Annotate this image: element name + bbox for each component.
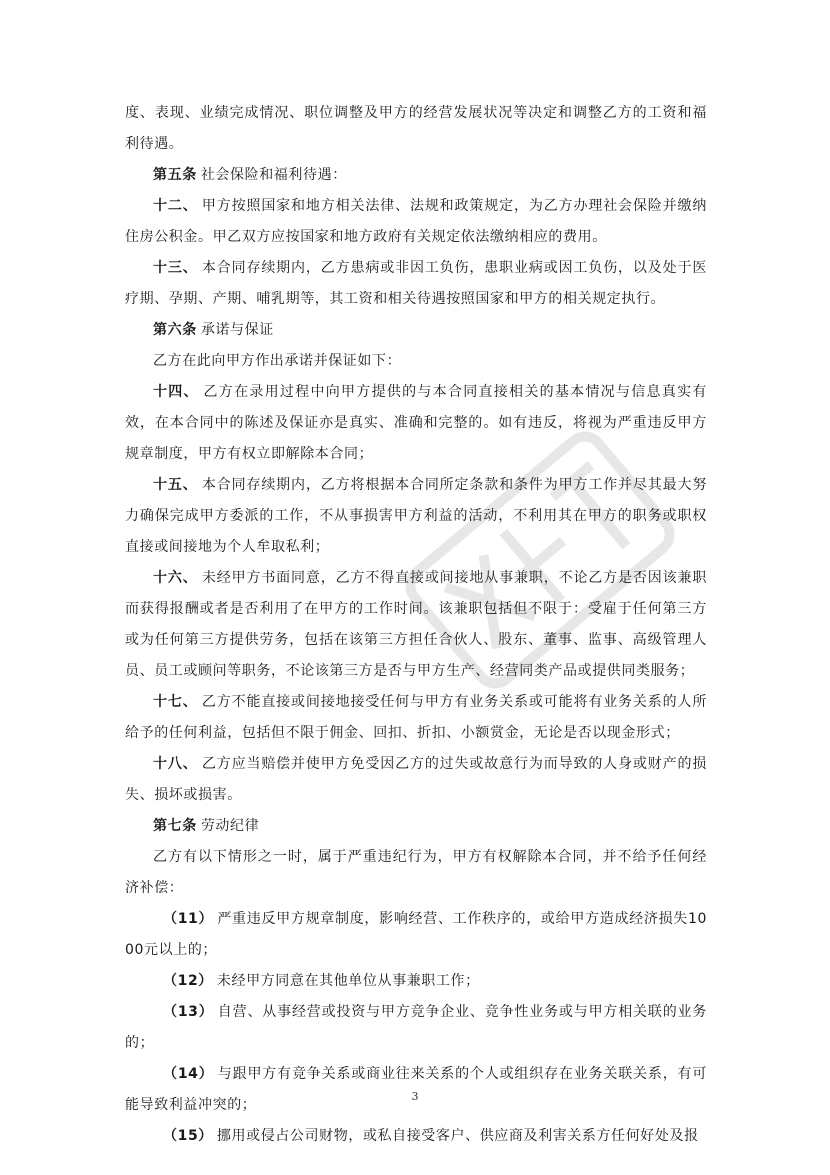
article-title: 劳动纪律 [200,818,260,834]
clause-text: 乙方在录用过程中向甲方提供的与本合同直接相关的基本情况与信息真实有效，在本合同中的陈述及保证亦是真实、准确和完整的。如有违反，将视为严重违反甲方规章制度，甲方有权立即解除本合同； [125,384,707,462]
paragraph-text: 乙方在此向甲方作出承诺并保证如下： [153,353,402,369]
clause-text: 乙方不能直接或间接地接受任何与甲方有业务关系或可能将有业务关系的人所给予的任何利益，包括但不限于佣金、回扣、折扣、小额赏金，无论是否以现金形式； [125,694,707,741]
item-text: 挪用或侵占公司财物，或私自接受客户、供应商及利害关系方任何好处及报 [216,1128,699,1144]
clause-number: 十八、 [153,756,198,772]
clause-number: 十七、 [153,694,198,710]
item-number: （12） [163,973,213,989]
clause-number: 十二、 [153,198,198,214]
item-text: 严重违反甲方规章制度，影响经营、工作秩序的，或给甲方造成经济损失1000元以上的； [125,911,707,958]
clause-number: 十六、 [153,570,198,586]
item-number: （13） [163,1004,214,1020]
item-number: （11） [163,911,214,927]
clause-text: 本合同存续期内，乙方患病或非因工负伤，患职业病或因工负伤，以及处于医疗期、孕期、产期、哺乳期等，其工资和相关待遇按照国家和甲方的相关规定执行。 [125,260,707,307]
clause-12 [125,191,707,253]
clause-number: 十四、 [153,384,199,400]
clause-text: 乙方应当赔偿并使甲方免受因乙方的过失或故意行为而导致的人身或财产的损失、损坏或损害。 [125,756,707,803]
paragraph-continuation [125,98,707,160]
clause-text: 甲方按照国家和地方相关法律、法规和政策规定，为乙方办理社会保险并缴纳住房公积金。甲乙双方应按国家和地方政府有关规定依法缴纳相应的费用。 [125,198,707,245]
list-item-12 [125,966,707,997]
paragraph-plain [125,842,707,904]
clause-15 [125,470,707,563]
clause-number: 十三、 [153,260,198,276]
list-item-11 [125,904,707,966]
page-number: 3 [411,1090,419,1103]
list-item-15 [125,1121,707,1152]
article-heading-7 [125,811,707,842]
paragraph-text: 乙方有以下情形之一时，属于严重违纪行为，甲方有权解除本合同，并不给予任何经济补偿： [125,849,707,896]
article-number: 第五条 [153,167,197,183]
article-heading-6 [125,315,707,346]
clause-17 [125,687,707,749]
item-number: （15） [163,1128,213,1144]
clause-14 [125,377,707,470]
clause-13 [125,253,707,315]
article-number: 第七条 [153,818,197,834]
clause-18 [125,749,707,811]
clause-text: 本合同存续期内，乙方将根据本合同所定条款和条件为甲方工作并尽其最大努力确保完成甲方委派的工作，不从事损害甲方利益的活动，不利用其在甲方的职务或职权直接或间接地为个人牟取私利； [125,477,707,555]
article-title: 承诺与保证 [200,322,274,338]
item-text: 自营、从事经营或投资与甲方竞争企业、竞争性业务或与甲方相关联的业务的； [125,1004,707,1051]
item-text: 与跟甲方有竞争关系或商业往来关系的个人或组织存在业务关联关系，有可能导致利益冲突的； [125,1066,707,1113]
article-heading-5 [125,160,707,191]
paragraph-plain [125,346,707,377]
item-text: 未经甲方同意在其他单位从事兼职工作； [216,973,480,989]
clause-16 [125,563,707,687]
list-item-13 [125,997,707,1059]
item-number: （14） [163,1066,214,1082]
clause-number: 十五、 [153,477,198,493]
article-title: 社会保险和福利待遇： [200,167,347,183]
document-body [125,98,707,1152]
article-number: 第六条 [153,322,197,338]
clause-text: 未经甲方书面同意，乙方不得直接或间接地从事兼职，不论乙方是否因该兼职而获得报酬或者是否利用了在甲方的工作时间。该兼职包括但不限于：受雇于任何第三方或为任何第三方提供劳务，包括在该第三方担任合伙人、股东、董事、监事、高级管理人员、员工或顾问等职务，不论该第三方是否与甲方生产、经营同类产品或提供同类服务； [125,570,707,679]
paragraph-text: 度、表现、业绩完成情况、职位调整及甲方的经营发展状况等决定和调整乙方的工资和福利待遇。 [125,105,707,152]
